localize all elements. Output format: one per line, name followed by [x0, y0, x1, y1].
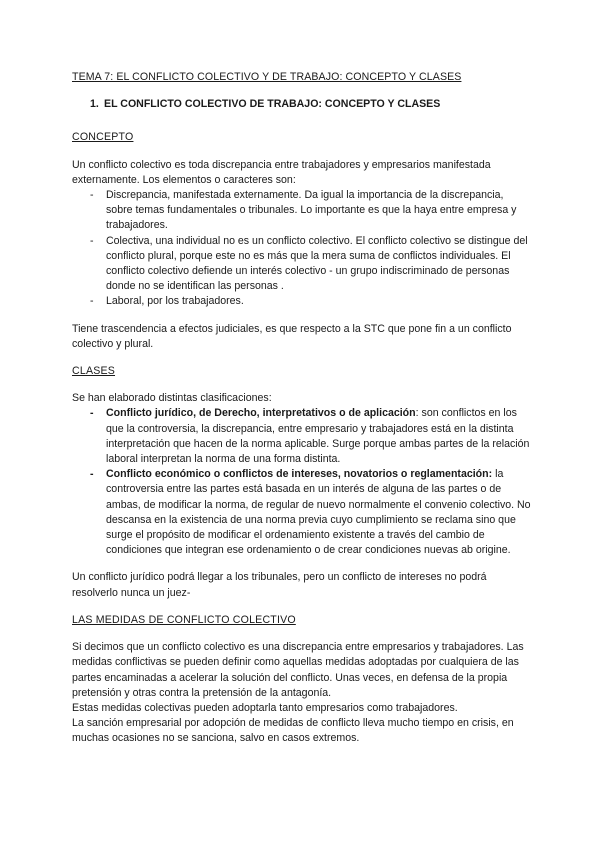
medidas-paragraph: La sanción empresarial por adopción de medidas de conflicto lleva mucho tiempo en crisis, en muchas ocasiones no se sanciona, salvo en casos extremos. [72, 717, 514, 745]
list-item [72, 406, 532, 467]
list-item-text: Laboral, por los trabajadores. [106, 295, 244, 308]
section-number: 1. [90, 98, 99, 111]
dash-bullet: - [90, 234, 94, 247]
dash-bullet: - [90, 407, 94, 420]
dash-bullet: - [90, 189, 94, 202]
medidas-paragraph: Si decimos que un conflicto colectivo es una discrepancia entre empresarios y trabajadores. Las medidas conflictivas se pueden definir como aquellas medidas adoptadas por cualquiera de las partes encaminadas a acelerar la solución del conflicto. Unas veces, en defensa de la propia pretensión y otras contra la pretensión de la antagonía. [72, 641, 524, 699]
concepto-closing: Tiene trascendencia a efectos judiciales, es que respecto a la STC que pone fin a un conflicto colectivo y plural. [72, 322, 512, 350]
list-item [72, 188, 532, 234]
list-item-text: la controversia entre las partes está basada en un interés de alguna de las partes o de ambas, de modificar la norma, de regular de nuevo normalmente el convenio colectivo. No descansa en la existencia de una norma previa cuyo cumplimiento se reclama sino que surge el propósito de modificar el ordenamiento existente a través del cambio de condiciones que integran ese ordenamiento o de crear condiciones nuevas ab origine. [106, 468, 531, 557]
list-item-text: : son conflictos en los que la controversia, la discrepancia, entre empresario y trabajadores está en la distinta interpretación que hacen de la norma aplicable. Surge porque ambas partes de la relación laboral interpretan la norma de una forma distinta. [106, 407, 530, 466]
clases-heading: CLASES [72, 365, 116, 378]
clases-list [72, 406, 532, 558]
clases-closing: Un conflicto jurídico podrá llegar a los tribunales, pero un conflicto de intereses no podrá resolverlo nunca un juez- [72, 571, 487, 599]
section-heading-text: EL CONFLICTO COLECTIVO DE TRABAJO: CONCEPTO Y CLASES [104, 98, 441, 111]
list-item-bold: Conflicto jurídico, de Derecho, interpretativos o de aplicación [106, 407, 416, 420]
concepto-intro: Un conflicto colectivo es toda discrepancia entre trabajadores y empresarios manifestada externamente. Los elementos o caracteres son: [72, 158, 491, 186]
list-item [72, 234, 532, 295]
medidas-paragraph: Estas medidas colectivas pueden adoptarla tanto empresarios como trabajadores. [72, 701, 458, 714]
list-item-text: Discrepancia, manifestada externamente. Da igual la importancia de la discrepancia, sobre temas fundamentales o tribunales. Lo importante es que la haya entre empresa y trabajadores. [106, 189, 517, 232]
list-item [72, 467, 532, 558]
section-heading [90, 97, 532, 112]
clases-intro: Se han elaborado distintas clasificaciones: [72, 392, 272, 405]
concepto-heading: CONCEPTO [72, 131, 134, 144]
concepto-list [72, 188, 532, 310]
list-item-bold: Conflicto económico o conflictos de intereses, novatorios o reglamentación: [106, 468, 493, 481]
dash-bullet: - [90, 468, 94, 481]
list-item-text: Colectiva, una individual no es un conflicto colectivo. El conflicto colectivo se distingue del conflicto plural, porque este no es más que la mera suma de conflictos individuales. El conflicto colectivo defiende un interés colectivo - un grupo indiscriminado de personas donde no se identifican las personas . [106, 234, 528, 293]
document-page [72, 70, 532, 747]
document-title: TEMA 7: EL CONFLICTO COLECTIVO Y DE TRABAJO: CONCEPTO Y CLASES [72, 71, 462, 83]
list-item [72, 294, 532, 309]
medidas-heading: LAS MEDIDAS DE CONFLICTO COLECTIVO [72, 613, 296, 626]
dash-bullet: - [90, 295, 94, 308]
